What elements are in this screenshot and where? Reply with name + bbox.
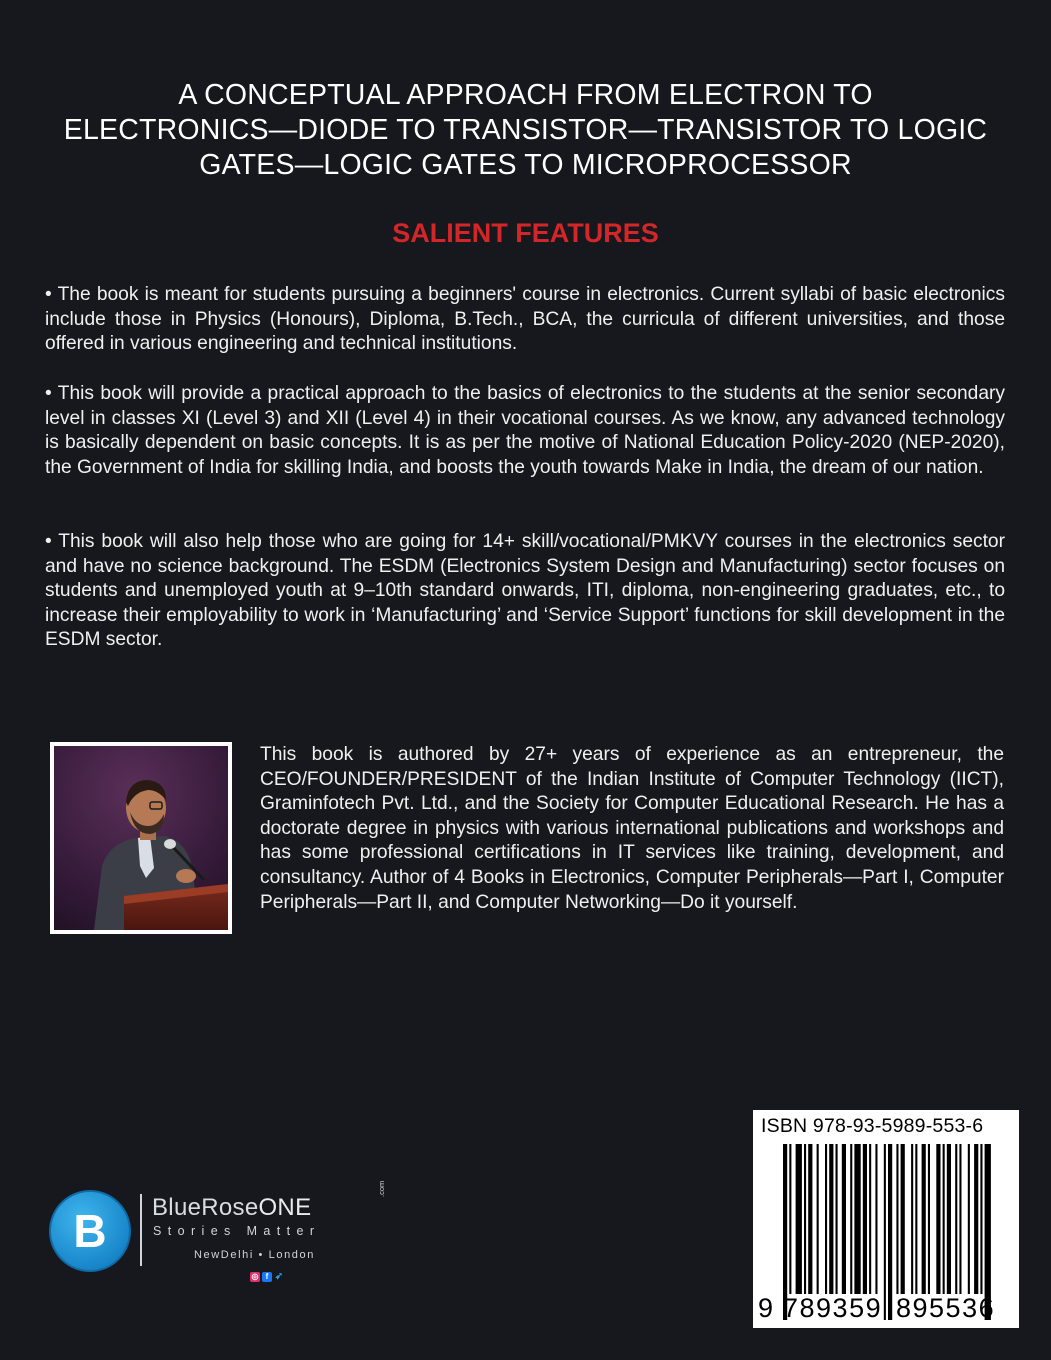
bluerose-logo-icon	[48, 1189, 132, 1273]
publisher-cities: NewDelhi • London	[194, 1249, 315, 1261]
headline-line-3: GATES—LOGIC GATES TO MICROPROCESSOR	[199, 149, 852, 181]
logo-divider	[140, 1194, 142, 1266]
feature-point-1: • The book is meant for students pursuing a beginners' course in electronics. Current syllabi of basic electronics include those in Physics (Honours), Diploma, B.Tech., BCA, the curricula of different universities, and those offered in various engineering and technical institutions.	[45, 284, 1005, 355]
publisher-tagline: Stories Matter	[153, 1224, 321, 1238]
headline-line-1: A CONCEPTUAL APPROACH FROM ELECTRON TO	[178, 79, 873, 111]
publisher-brand-name	[152, 1194, 311, 1222]
barcode-digits-left: 789359	[783, 1293, 883, 1323]
isbn-label: ISBN 978-93-5989-553-6	[761, 1115, 984, 1137]
barcode-digits-right: 895536	[896, 1293, 996, 1323]
salient-features-title: SALIENT FEATURES	[392, 218, 659, 248]
barcode-digit-first: 9	[758, 1293, 774, 1323]
facebook-icon: f	[262, 1272, 272, 1282]
social-icons	[250, 1272, 284, 1282]
author-photo-illustration	[54, 746, 228, 930]
brand-strong: ONE	[258, 1194, 312, 1221]
cover-headline	[60, 78, 991, 183]
headline-line-2: ELECTRONICS—DIODE TO TRANSISTOR—TRANSISTOR TO LOGIC	[63, 114, 988, 146]
barcode-digits	[753, 1293, 1019, 1323]
feature-point-3: • This book will also help those who are going for 14+ skill/vocational/PMKVY courses in the electronics sector and have no science background. The ESDM (Electronics System Design and Manufacturing) sector focuses on students and unemployed youth at 9–10th standard onwards, ITI, diploma, non-engineering graduates, etc., to increase their employability to work in ‘Manufacturing’ and ‘Service Support’ functions for skill development in the ESDM sector.	[45, 531, 1005, 651]
isbn-barcode	[753, 1110, 1019, 1328]
brand-light: BlueRose	[152, 1194, 259, 1221]
logo-letter: B	[73, 1205, 107, 1257]
twitter-icon: ➶	[274, 1271, 284, 1282]
brand-dotcom: .com	[377, 1180, 386, 1197]
instagram-icon: ◎	[251, 1272, 259, 1281]
author-photo	[50, 742, 232, 934]
feature-point-2: • This book will provide a practical approach to the basics of electronics to the students at the senior secondary level in classes XI (Level 3) and XII (Level 4) in their vocational courses. As we know, any advanced technology is basically dependent on basic concepts. It is as per the motive of National Education Policy-2020 (NEP-2020), the Government of India for skilling India, and boosts the youth towards Make in India, the dream of our nation.	[45, 383, 1005, 478]
author-bio: This book is authored by 27+ years of experience as an entrepreneur, the CEO/FOUNDER/PRESIDENT of the Indian Institute of Computer Technology (IICT), Graminfotech Pvt. Ltd., and the Society for Computer Educational Research. He has a doctorate degree in physics with various international publications and workshops and has some professional certifications in IT services like training, development, and consultancy. Author of 4 Books in Electronics, Computer Peripherals—Part I, Computer Peripherals—Part II, and Computer Networking—Do it yourself.	[260, 744, 1004, 913]
